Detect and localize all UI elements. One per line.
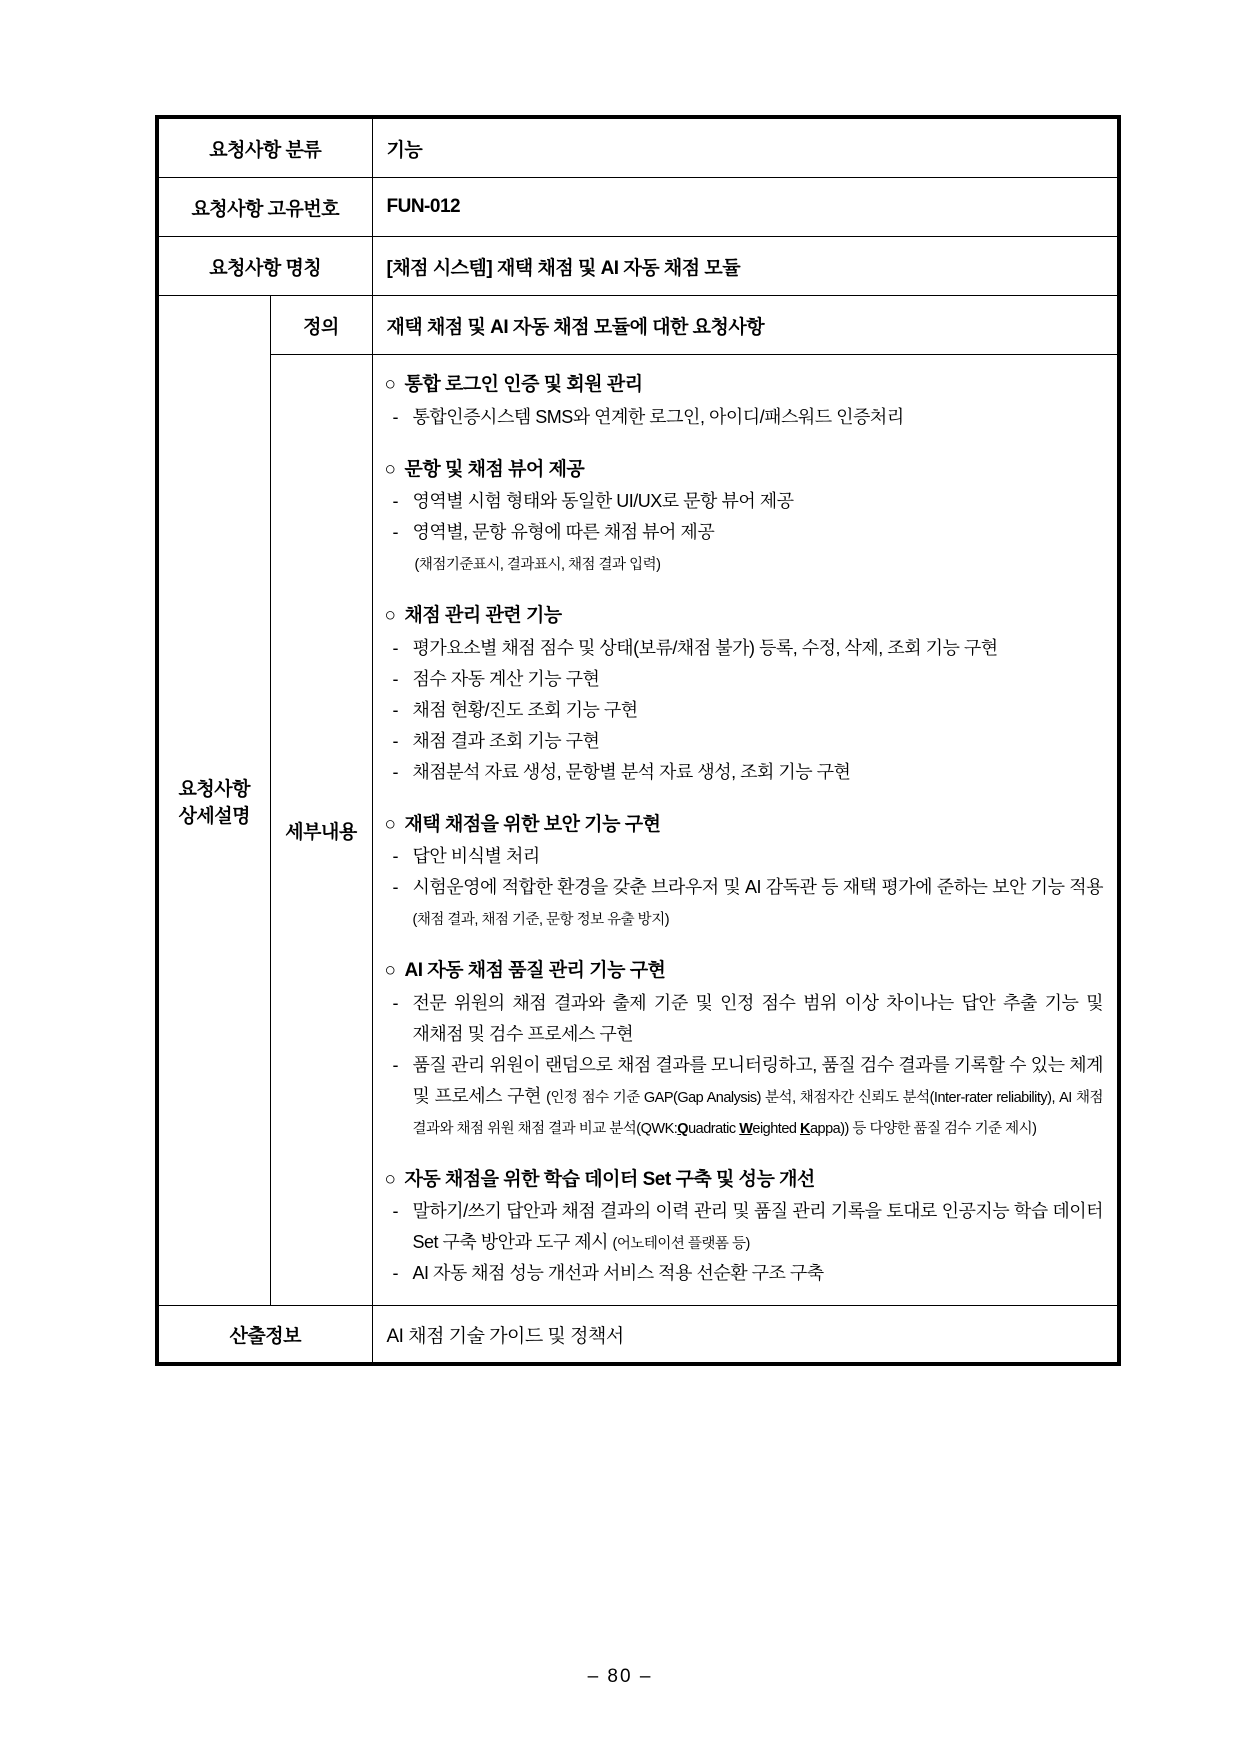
- detail-item: [385, 726, 1104, 757]
- table-row: [157, 237, 1119, 296]
- item-text-run: 통합인증시스템 SMS와 연계한 로그인, 아이디/패스워드 인증처리: [412, 406, 904, 427]
- circle-bullet-icon: ○: [384, 374, 396, 395]
- table-row: [157, 117, 1119, 178]
- detail-outer-label-line2: 상세설명: [178, 805, 250, 827]
- item-text-run: 시험운영에 적합한 환경을 갖춘 브라우저 및 AI 감독관 등 재택 평가에 준하는 보안 기능 적용: [412, 877, 1103, 898]
- table-row: [157, 296, 1119, 355]
- detail-item: [385, 841, 1104, 872]
- detail-item: [385, 695, 1104, 726]
- circle-bullet-icon: ○: [384, 960, 396, 982]
- detail-item: [385, 548, 1104, 579]
- dash-bullet-icon: -: [392, 846, 398, 867]
- row-value-id: FUN-012: [372, 178, 1119, 237]
- dash-bullet-icon: -: [392, 1201, 398, 1222]
- dash-bullet-icon: -: [392, 730, 398, 751]
- circle-bullet-icon: ○: [384, 458, 396, 480]
- output-value: AI 채점 기술 가이드 및 정책서: [372, 1306, 1119, 1365]
- detail-section: [385, 1164, 1104, 1290]
- detail-section: [385, 454, 1104, 580]
- detail-content-label: 세부내용: [270, 355, 372, 1306]
- item-text-run: K: [799, 1120, 810, 1137]
- table-row: [157, 1306, 1119, 1365]
- item-text-run: (인정 점수 기준 GAP(Gap Analysis) 분석, 채점자간 신뢰도 분석(Inter-rater reliability), AI 채점 결과와 채점 위원 채점 결과 비교 분석(QWK:: [412, 1089, 1103, 1137]
- item-text-run: eighted: [752, 1120, 800, 1137]
- table-row: [157, 178, 1119, 237]
- item-text-run: 영역별 시험 형태와 동일한 UI/UX로 문항 뷰어 제공: [412, 491, 794, 512]
- detail-item: [385, 486, 1104, 517]
- definition-label: 정의: [270, 296, 372, 355]
- section-title: [385, 1164, 1104, 1197]
- section-title-text: 통합 로그인 인증 및 회원 관리: [404, 374, 643, 395]
- section-title: [385, 809, 1104, 842]
- item-text-run: 채점 현황/진도 조회 기능 구현: [412, 699, 638, 720]
- dash-bullet-icon: -: [392, 1263, 398, 1284]
- output-label: 산출정보: [157, 1306, 372, 1365]
- requirement-table: [155, 115, 1121, 1366]
- section-title: [385, 369, 1104, 402]
- row-label-category: 요청사항 분류: [157, 117, 372, 178]
- item-text-run: 채점분석 자료 생성, 문항별 분석 자료 생성, 조회 기능 구현: [412, 761, 851, 782]
- section-title-text: AI 자동 채점 품질 관리 기능 구현: [404, 960, 666, 982]
- item-text-run: uadratic: [688, 1120, 740, 1137]
- item-text-run: appa)) 등 다양한 품질 검수 기준 제시): [809, 1120, 1037, 1137]
- section-title: [385, 955, 1104, 988]
- dash-bullet-icon: -: [392, 637, 398, 658]
- item-text-run: 전문 위원의 채점 결과와 출제 기준 및 인정 점수 범위 이상 차이나는 답안 추출 기능 및 재채점 및 검수 프로세스 구현: [412, 992, 1103, 1044]
- item-text-run: Q: [677, 1120, 689, 1137]
- circle-bullet-icon: ○: [384, 1168, 396, 1190]
- row-value-name: [채점 시스템] 재택 채점 및 AI 자동 채점 모듈: [372, 237, 1119, 296]
- item-text-run: (채점기준표시, 결과표시, 채점 결과 입력): [414, 557, 661, 574]
- dash-bullet-icon: -: [392, 992, 398, 1013]
- item-text-run: W: [739, 1120, 753, 1137]
- table-row: [157, 355, 1119, 1306]
- detail-item: [385, 1258, 1104, 1289]
- detail-item: [385, 988, 1104, 1050]
- row-value-category: 기능: [372, 117, 1119, 178]
- dash-bullet-icon: -: [392, 668, 398, 689]
- row-label-id: 요청사항 고유번호: [157, 178, 372, 237]
- dash-bullet-icon: -: [392, 699, 398, 720]
- detail-item: [385, 872, 1104, 934]
- item-text-run: 점수 자동 계산 기능 구현: [412, 668, 600, 689]
- detail-section: [385, 955, 1104, 1142]
- dash-bullet-icon: -: [392, 522, 398, 543]
- circle-bullet-icon: ○: [384, 813, 396, 835]
- section-title-text: 자동 채점을 위한 학습 데이터 Set 구축 및 성능 개선: [404, 1168, 815, 1190]
- row-label-name: 요청사항 명칭: [157, 237, 372, 296]
- detail-item: [385, 664, 1104, 695]
- item-text-run: (어노테이션 플랫폼 등): [612, 1236, 750, 1253]
- dash-bullet-icon: -: [392, 491, 398, 512]
- item-text-run: 말하기/쓰기 답안과 채점 결과의 이력 관리 및 품질 관리 기록을 토대로 인공지능 학습 데이터 Set 구축 방안과 도구 제시: [412, 1201, 1103, 1253]
- item-text-run: (채점 결과, 채점 기준, 문항 정보 유출 방지): [412, 912, 670, 929]
- detail-item: [385, 1196, 1104, 1258]
- detail-item: [385, 517, 1104, 548]
- detail-item: [385, 1050, 1104, 1143]
- item-text-run: 품질 관리 위원이 랜덤으로 채점 결과를 모니터링하고, 품질 검수 결과를 기록할 수 있는 체계 및 프로세스 구현: [412, 1054, 1103, 1106]
- dash-bullet-icon: -: [392, 877, 398, 898]
- definition-value: 재택 채점 및 AI 자동 채점 모듈에 대한 요청사항: [372, 296, 1119, 355]
- dash-bullet-icon: -: [392, 406, 398, 427]
- section-title: [385, 454, 1104, 487]
- dash-bullet-icon: -: [392, 1054, 398, 1075]
- circle-bullet-icon: ○: [384, 605, 396, 627]
- item-text-run: 평가요소별 채점 점수 및 상태(보류/채점 불가) 등록, 수정, 삭제, 조회 기능 구현: [412, 637, 998, 658]
- detail-item: [385, 633, 1104, 664]
- section-title-text: 채점 관리 관련 기능: [404, 605, 562, 627]
- section-title-text: 문항 및 채점 뷰어 제공: [404, 458, 585, 480]
- dash-bullet-icon: -: [392, 761, 398, 782]
- detail-section: [385, 369, 1104, 433]
- detail-item: [385, 402, 1104, 433]
- item-text-run: AI 자동 채점 성능 개선과 서비스 적용 선순환 구조 구축: [412, 1263, 824, 1284]
- detail-section: [385, 809, 1104, 935]
- item-text-run: 채점 결과 조회 기능 구현: [412, 730, 600, 751]
- detail-sections: [372, 355, 1119, 1306]
- section-title: [385, 600, 1104, 633]
- section-title-text: 재택 채점을 위한 보안 기능 구현: [404, 813, 661, 835]
- item-text-run: 영역별, 문항 유형에 따른 채점 뷰어 제공: [412, 522, 715, 543]
- page-number: – 80 –: [587, 1666, 653, 1687]
- detail-item: [385, 757, 1104, 788]
- detail-section: [385, 600, 1104, 787]
- detail-outer-label-line1: 요청사항: [178, 778, 250, 800]
- item-text-run: 답안 비식별 처리: [412, 846, 540, 867]
- detail-outer-label: [157, 296, 270, 1306]
